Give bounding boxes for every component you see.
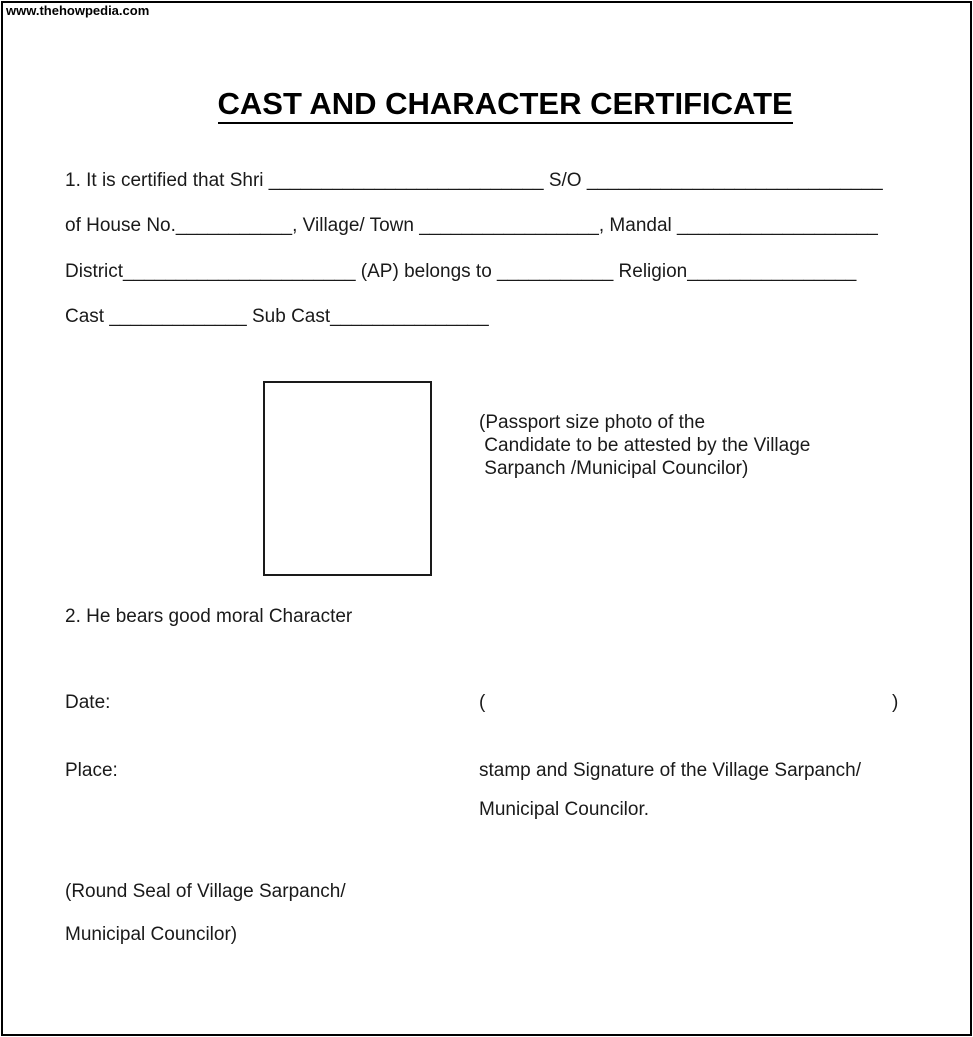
form-line-cast: Cast _____________ Sub Cast_______________ (65, 306, 489, 327)
place-label: Place: (65, 760, 118, 781)
signature-caption-line2: Municipal Councilor. (479, 799, 650, 820)
character-statement: 2. He bears good moral Character (65, 606, 353, 627)
photo-note-line: Candidate to be attested by the Village (479, 435, 811, 456)
watermark: www.thehowpedia.com (6, 3, 150, 18)
form-line-district: District______________________ (AP) belongs to ___________ Religion________________ (65, 261, 857, 282)
seal-caption-line2: Municipal Councilor) (65, 924, 238, 945)
photo-note (479, 411, 810, 480)
form-line-name: 1. It is certified that Shri __________________________ S/O ____________________________ (65, 170, 883, 191)
photo-note-line: (Passport size photo of the (479, 412, 706, 433)
photo-placeholder-box (263, 381, 432, 576)
date-label: Date: (65, 692, 111, 713)
page-title (0, 50, 973, 124)
seal-caption-line1: (Round Seal of Village Sarpanch/ (65, 881, 346, 902)
photo-note-line: Sarpanch /Municipal Councilor) (479, 458, 749, 479)
signature-open-paren: ( (479, 692, 486, 713)
form-line-address: of House No.___________, Village/ Town _________________, Mandal ___________________ (65, 215, 878, 236)
signature-caption-line1: stamp and Signature of the Village Sarpanch/ (479, 760, 862, 781)
signature-close-paren: ) (892, 692, 899, 713)
page-title-text: CAST AND CHARACTER CERTIFICATE (218, 86, 793, 124)
